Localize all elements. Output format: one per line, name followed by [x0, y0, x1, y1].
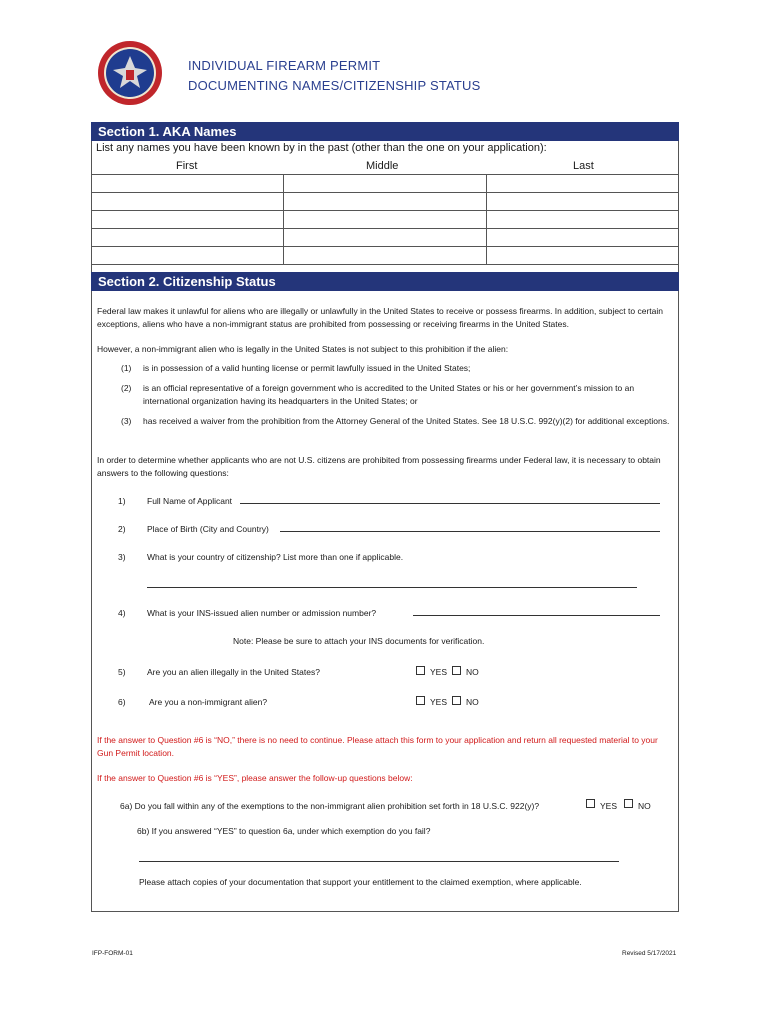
table-row [92, 193, 679, 211]
last-name-cell[interactable] [487, 211, 679, 229]
middle-name-cell[interactable] [283, 229, 487, 247]
first-name-cell[interactable] [92, 247, 284, 265]
exemption-2-number: (2) [121, 383, 132, 393]
q4-number: 4) [118, 608, 126, 618]
q5-yes-label: YES [430, 667, 448, 677]
title-line-1: INDIVIDUAL FIREARM PERMIT [188, 58, 381, 73]
q3-label: What is your country of citizenship? List more than one if applicable. [147, 552, 404, 562]
however-paragraph: However, a non-immigrant alien who is legally in the United States is not subject to this prohibition if the alien: [97, 344, 509, 354]
attach-note: Please attach copies of your documentation that support your entitlement to the claimed exemption, where applicable. [139, 877, 582, 887]
q3-number: 3) [118, 552, 126, 562]
first-name-cell[interactable] [92, 193, 284, 211]
q4-label: What is your INS-issued alien number or admission number? [147, 608, 377, 618]
q6-label: Are you a non-immigrant alien? [149, 697, 268, 707]
q6-yes-label: YES [430, 697, 448, 707]
exemption-3-number: (3) [121, 416, 132, 426]
q6-yes-checkbox[interactable] [416, 696, 425, 705]
first-name-cell[interactable] [92, 175, 284, 193]
exemption-1-number: (1) [121, 363, 132, 373]
q6a-no-checkbox[interactable] [624, 799, 633, 808]
q2-label: Place of Birth (City and Country) [147, 524, 269, 534]
middle-name-cell[interactable] [283, 247, 487, 265]
last-name-cell[interactable] [487, 193, 679, 211]
table-row [92, 211, 679, 229]
q1-label: Full Name of Applicant [147, 496, 233, 506]
last-name-cell[interactable] [487, 247, 679, 265]
middle-name-cell[interactable] [283, 175, 487, 193]
table-row [92, 247, 679, 265]
q5-no-label: NO [466, 667, 479, 677]
alien-number-field[interactable] [413, 606, 660, 616]
q6b-label: 6b) If you answered “YES” to question 6a, under which exemption do you fail? [137, 826, 431, 836]
q6a-yes-label: YES [600, 801, 618, 811]
exemption-1-text: is in possession of a valid hunting license or permit lawfully issued in the United States; [143, 363, 471, 373]
table-row [92, 229, 679, 247]
q6a-no-label: NO [638, 801, 651, 811]
full-name-field[interactable] [240, 494, 660, 504]
section1-header: Section 1. AKA Names [91, 122, 679, 141]
q6-yes-instruction: If the answer to Question #6 is “YES”, please answer the follow-up questions below: [97, 773, 413, 783]
section2-header: Section 2. Citizenship Status [91, 272, 679, 291]
q5-yes-checkbox[interactable] [416, 666, 425, 675]
middle-name-cell[interactable] [283, 211, 487, 229]
q5-no-checkbox[interactable] [452, 666, 461, 675]
table-row [92, 175, 679, 193]
q1-number: 1) [118, 496, 126, 506]
exemption-2-text: is an official representative of a foreign government who is accredited to the United States or his or her government’s mission to an international organization having its headquarters in the United States; or [143, 383, 635, 406]
determine-paragraph: In order to determine whether applicants who are not U.S. citizens are prohibited from possessing firearms under Federal law, it is necessary to obtain answers to the following questions: [97, 455, 661, 478]
q6-no-instruction: If the answer to Question #6 is “NO,” there is no need to continue. Please attach this form to your application and return all requested material to your Gun Permit location. [97, 735, 658, 758]
page-title [188, 56, 481, 96]
q6a-label: 6a) Do you fall within any of the exemptions to the non-immigrant alien prohibition set forth in 18 U.S.C. 922(y)? [120, 801, 540, 811]
ins-note: Note: Please be sure to attach your INS documents for verification. [233, 636, 485, 646]
middle-name-cell[interactable] [283, 193, 487, 211]
column-middle: Middle [366, 160, 399, 172]
federal-law-paragraph: Federal law makes it unlawful for aliens who are illegally or unlawfully in the United States to receive or possess firearms. In addition, subject to certain exceptions, aliens who have a non-immigrant status are prohibited from possessing or receiving firearms in the United States. [97, 306, 663, 329]
place-of-birth-field[interactable] [280, 522, 660, 532]
q5-number: 5) [118, 667, 126, 677]
first-name-cell[interactable] [92, 211, 284, 229]
last-name-cell[interactable] [487, 175, 679, 193]
q6-no-checkbox[interactable] [452, 696, 461, 705]
form-id: IFP-FORM-01 [92, 950, 133, 957]
q6-number: 6) [118, 697, 126, 707]
first-name-cell[interactable] [92, 229, 284, 247]
q5-label: Are you an alien illegally in the United States? [147, 667, 320, 677]
citizenship-field[interactable] [147, 578, 637, 588]
column-last: Last [573, 160, 594, 172]
title-line-2: DOCUMENTING NAMES/CITIZENSHIP STATUS [188, 78, 481, 93]
revised-date: Revised 5/17/2021 [622, 950, 677, 957]
exemption-3-text: has received a waiver from the prohibition from the Attorney General of the United States. See 18 U.S.C. 992(y)(2) for additional exceptions. [143, 416, 670, 426]
q6a-yes-checkbox[interactable] [586, 799, 595, 808]
q2-number: 2) [118, 524, 126, 534]
aka-table [91, 174, 679, 265]
column-first: First [176, 160, 198, 172]
q6-no-label: NO [466, 697, 479, 707]
state-seal-icon [97, 40, 163, 106]
exemption-field[interactable] [139, 852, 619, 862]
aka-intro: List any names you have been known by in the past (other than the one on your application): [96, 142, 547, 154]
last-name-cell[interactable] [487, 229, 679, 247]
